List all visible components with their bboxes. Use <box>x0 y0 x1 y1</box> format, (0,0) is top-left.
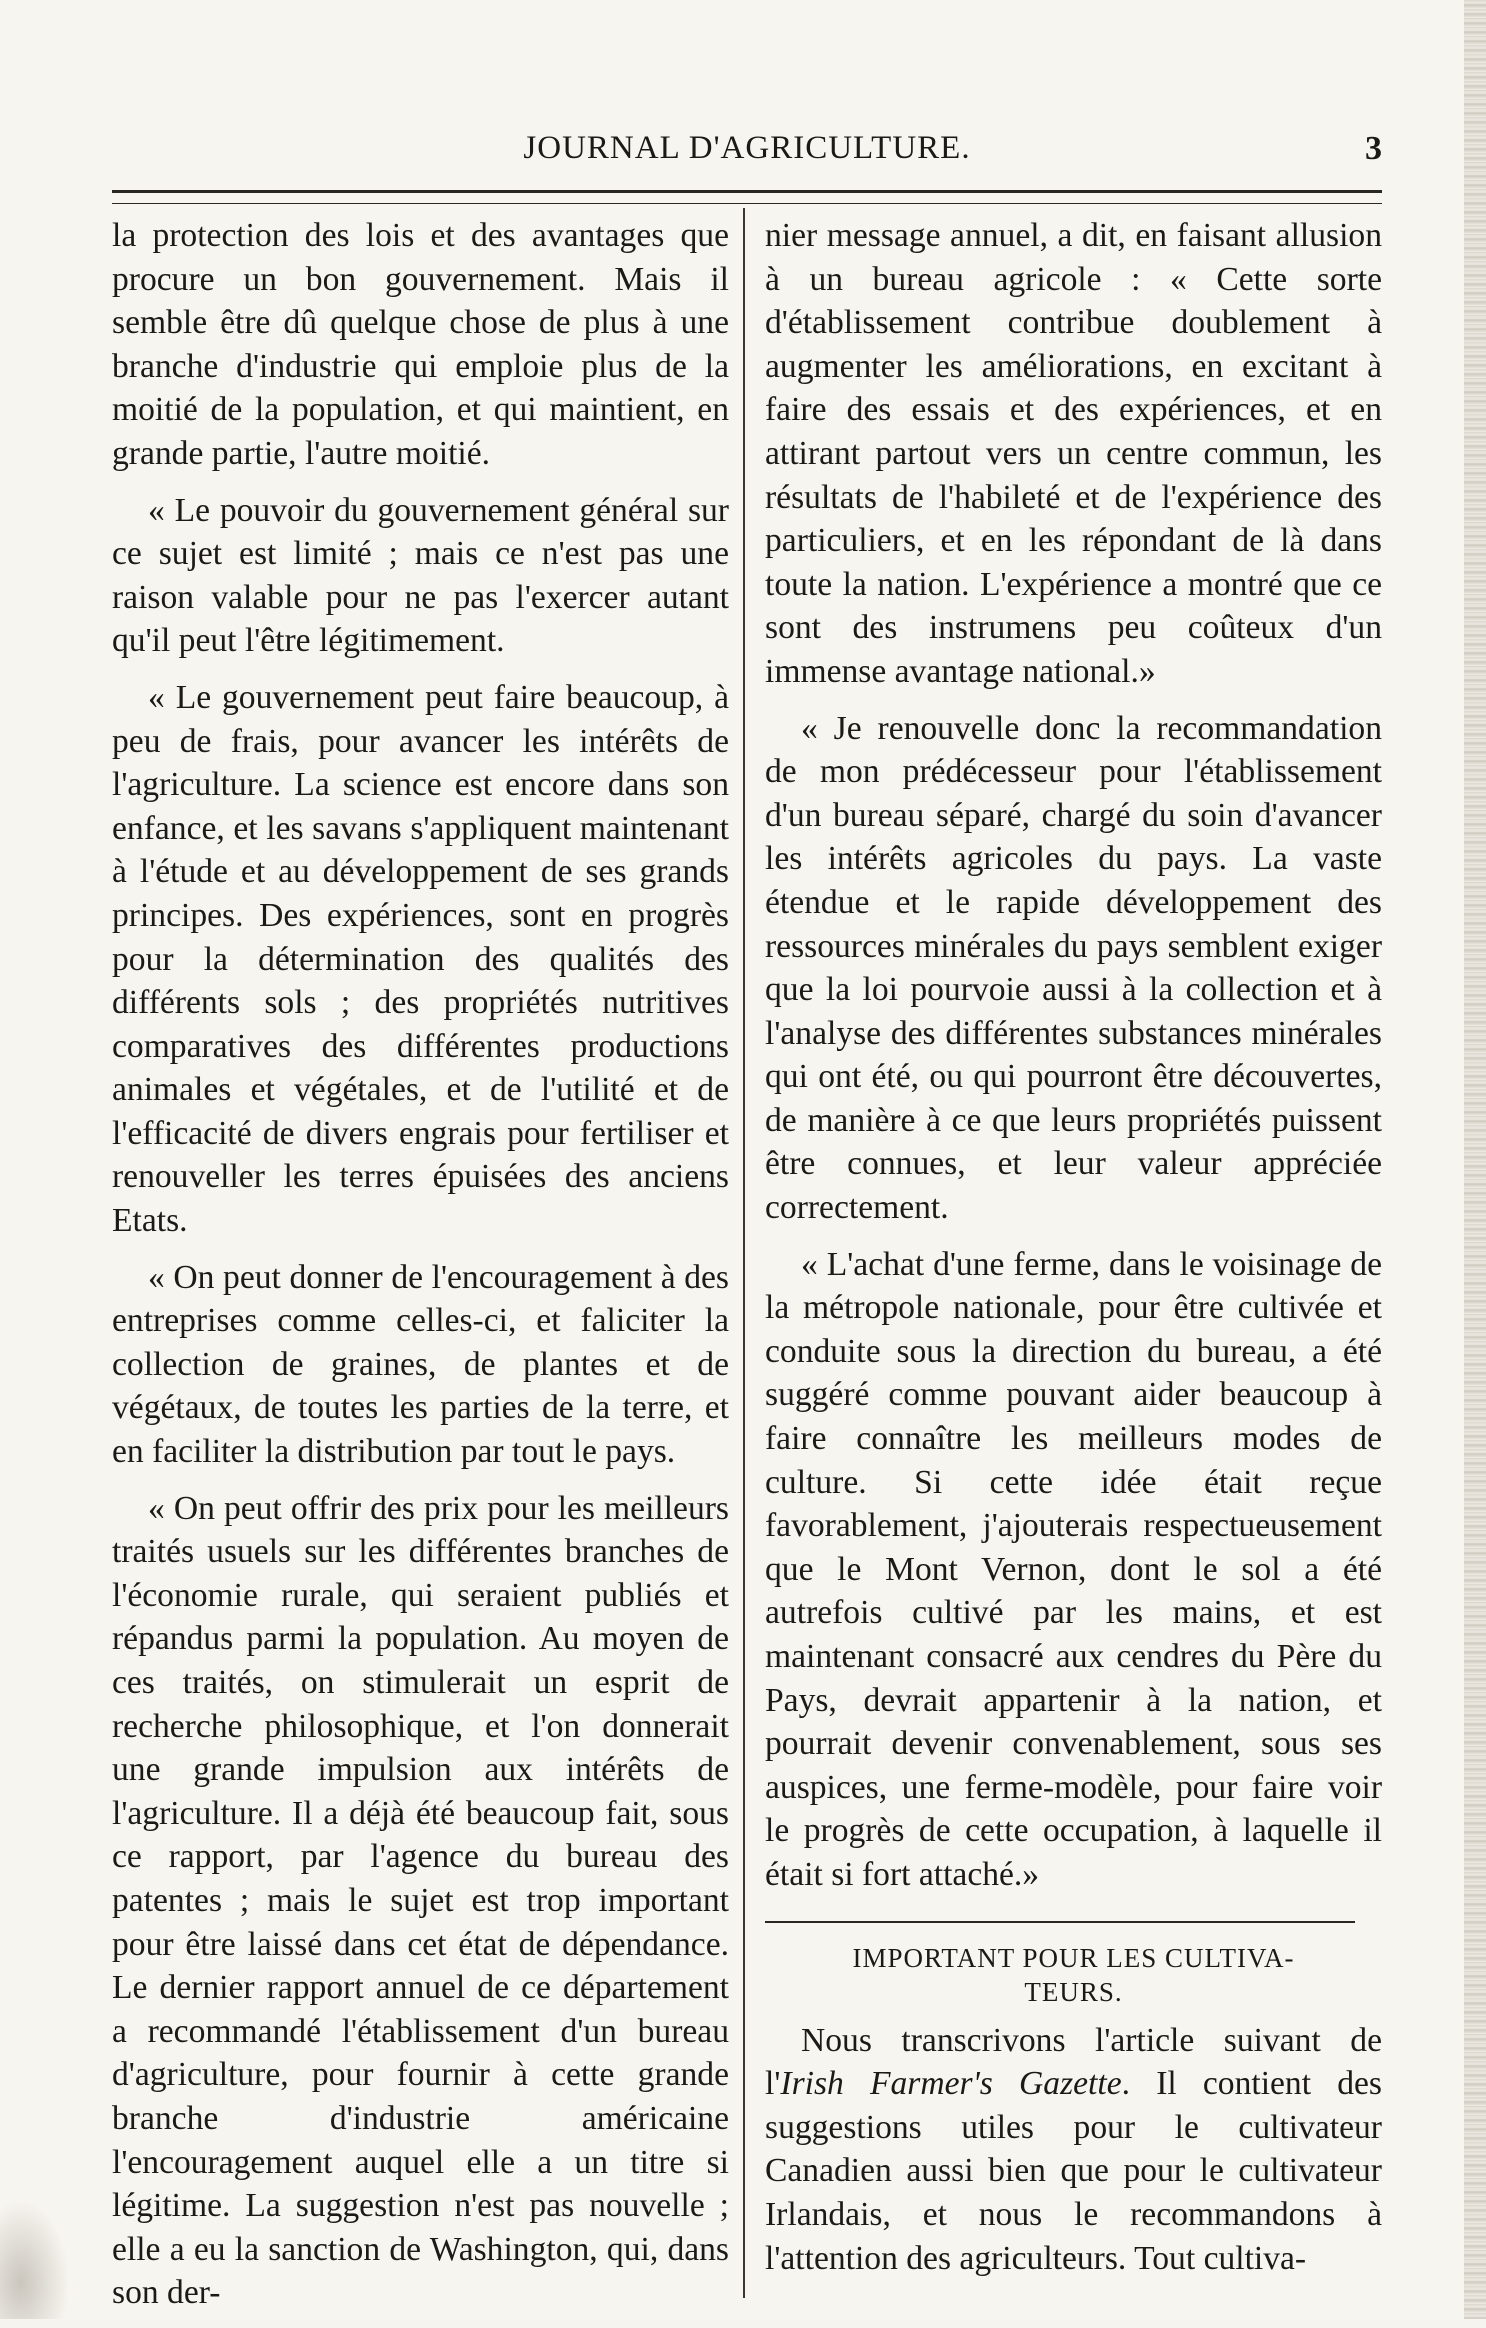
section-heading <box>765 1941 1382 2009</box>
paragraph: « L'achat d'une ferme, dans le voisinage de la métropole nationale, pour être cultivée et conduite sous la direction du bureau, a été suggéré comme pouvant aider beaucoup à faire connaître les meilleurs modes de culture. Si cette idée était reçue favorablement, j'ajouterais respectueusement que le Mont Vernon, dont le sol a été autrefois cultivé par les mains, et est maintenant consacré aux cendres du Père du Pays, devrait appartenir à la nation, et pourrait devenir convenablement, sous ses auspices, une ferme-modèle, pour faire voir le progrès de cette occupation, à laquelle il était si fort attaché.» <box>765 1245 1382 1893</box>
intro-text: . Il contient des suggestions utiles pour le cultivateur Canadien aussi bien que pour le cultivateur Irlandais, et nous le recommandons à l'attention des agriculteurs. Tout cultiva- <box>765 2065 1382 2277</box>
paragraph: « Le pouvoir du gouvernement général sur ce sujet est limité ; mais ce n'est pas une raison valable pour ne pas l'exercer autant qu'il peut l'être légitimement. <box>112 491 729 660</box>
running-title: JOURNAL D'AGRICULTURE. <box>523 130 971 166</box>
section-rule <box>765 1921 1355 1923</box>
paragraph: nier message annuel, a dit, en faisant allusion à un bureau agricole : « Cette sorte d'établissement contribue doublement à augmenter les améliorations, en excitant à faire des essais et des expériences, et en attirant partout vers un centre commun, les résultats de l'habileté et de l'expérience des particuliers, et en les répondant de là dans toute la nation. L'expérience a montré que ce sont des instrumens peu coûteux d'un immense avantage national.» <box>765 217 1382 690</box>
intro-text: Nous transcrivons l'article suivant de l' <box>765 2021 1382 2103</box>
header-double-rule <box>112 190 1382 204</box>
page-number: 3 <box>1365 130 1382 167</box>
left-column <box>112 214 729 2328</box>
paragraph: « On peut offrir des prix pour les meilleurs traités usuels sur les différentes branches de l'économie rurale, qui seraient publiés et répandus parmi la population. Au moyen de ces traités, on stimulerait un esprit de recherche philosophique, et l'on donnerait une grande impulsion aux intérêts de l'agriculture. Il a déjà été beaucoup fait, sous ce rapport, par l'agence du bureau des patentes ; mais le sujet est trop important pour être laissé dans cet état de dépendance. Le dernier rapport annuel de ce département a recommandé l'établissement d'un bureau d'agriculture, pour fournir à cette grande branche d'industrie américaine l'encouragement auquel elle a un titre si légitime. La suggestion n'est pas nouvelle ; elle a eu la sanction de Washington, qui, dans son der- <box>112 1489 729 2312</box>
paragraph: « Le gouvernement peut faire beaucoup, à peu de frais, pour avancer les intérêts de l'agriculture. La science est encore dans son enfance, et les savans s'appliquent maintenant à l'étude et au développement de ses grands principes. Des expériences, sont en progrès pour la détermination des qualités des différents sols ; des propriétés nutritives comparatives des différentes productions animales et végétales, et de l'utilité et de l'efficacité de divers engrais pour fertiliser et renouveller les terres épuisées des anciens Etats. <box>112 678 729 1240</box>
page-stain <box>0 2199 70 2319</box>
section-heading-line: TEURS. <box>1024 1976 1123 2007</box>
publication-title: Irish Farmer's Gazette <box>780 2065 1122 2103</box>
section-intro <box>765 2019 1382 2281</box>
column-divider <box>743 208 745 2298</box>
paragraph: « Je renouvelle donc la recommandation de mon prédécesseur pour l'établissement d'un bureau séparé, chargé du soin d'avancer les intérêts agricoles du pays. La vaste étendue et le rapide développement des ressources minérales du pays semblent exiger que la loi pourvoie aussi à la collection et à l'analyse des différentes substances minérales qui ont été, ou qui pourront être découvertes, de manière à ce que leurs propriétés puissent être connues, et leur valeur appréciée correctement. <box>765 709 1382 1227</box>
page-header <box>112 130 1382 180</box>
section-heading-line: IMPORTANT POUR LES CULTIVA- <box>852 1942 1295 1973</box>
paragraph: « On peut donner de l'encouragement à des entreprises comme celles-ci, et faliciter la collection de graines, de plantes et de végétaux, de toutes les parties de la terre, et en faciliter la distribution par tout le pays. <box>112 1258 729 1471</box>
right-column <box>765 214 1382 2293</box>
page-edge-shadow <box>1464 0 1486 2319</box>
paragraph: la protection des lois et des avantages que procure un bon gouvernement. Mais il semble être dû quelque chose de plus à une branche d'industrie qui emploie plus de la moitié de la population, et qui maintient, en grande partie, l'autre moitié. <box>112 217 729 472</box>
